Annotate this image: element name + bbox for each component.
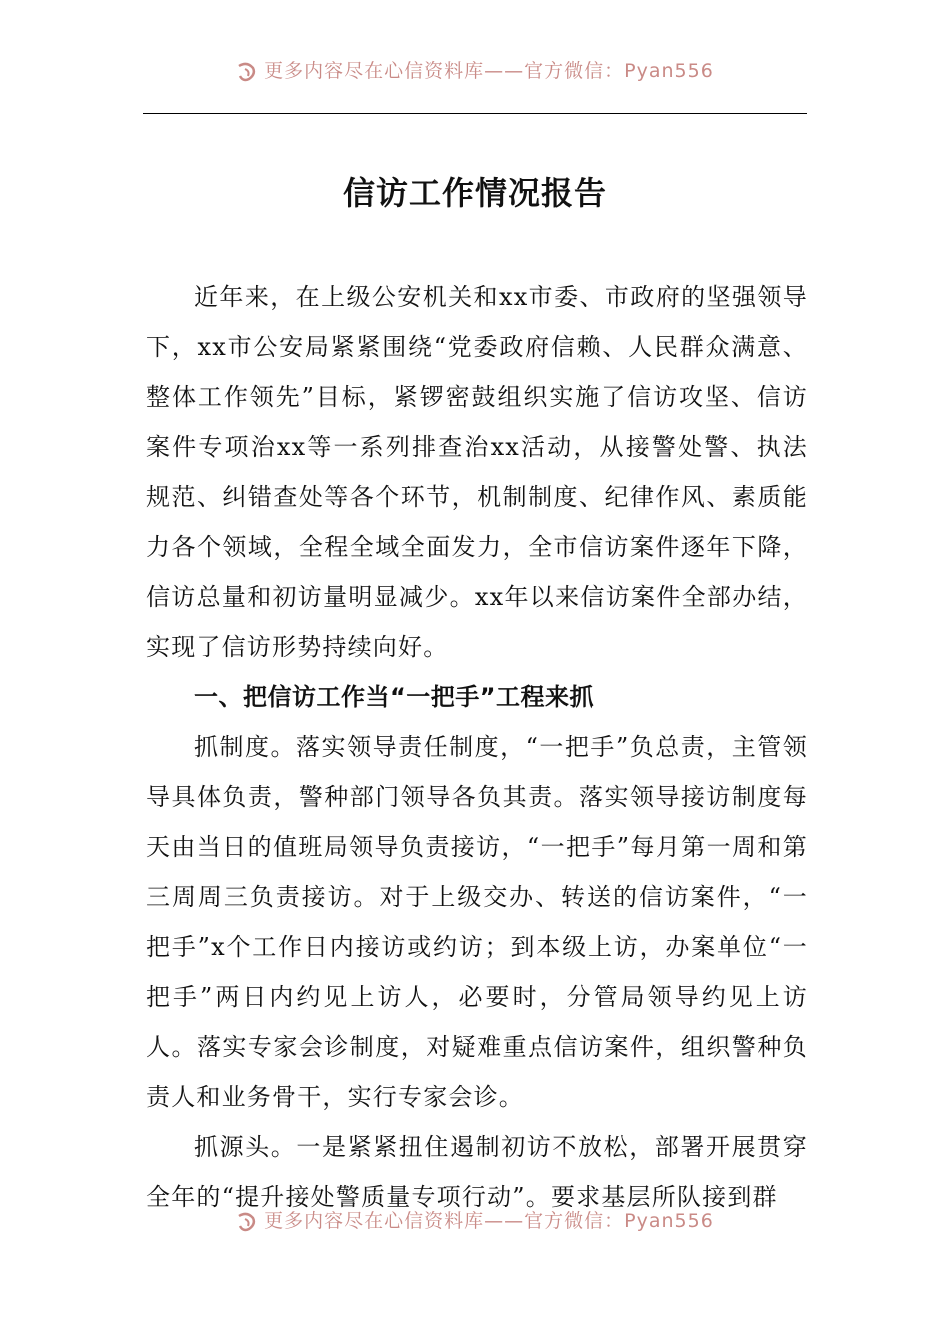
section-heading: 一、把信访工作当“一把手”工程来抓 <box>194 683 595 711</box>
watermark-logo-icon <box>236 62 258 82</box>
footer-watermark <box>0 1208 950 1234</box>
paragraph-source: 抓源头。一是紧紧扭住遏制初访不放松，部署开展贯穿全年的“提升接处警质量专项行动”。要求基层所队接到群 <box>146 1133 808 1211</box>
document-title: 信访工作情况报告 <box>342 174 607 212</box>
watermark-logo-icon <box>236 1212 258 1232</box>
intro-paragraph: 近年来，在上级公安机关和xx市委、市政府的坚强领导下，xx市公安局紧紧围绕“党委政府信赖、人民群众满意、整体工作领先”目标，紧锣密鼓组织实施了信访攻坚、信访案件专项治xx等一系列排查治xx活动，从接警处警、执法规范、纠错查处等各个环节，机制制度、纪律作风、素质能力各个领域，全程全域全面发力，全市信访案件逐年下降，信访总量和初访量明显减少。xx年以来信访案件全部办结，实现了信访形势持续向好。 <box>146 283 808 661</box>
paragraph-system: 抓制度。落实领导责任制度，“一把手”负总责，主管领导具体负责，警种部门领导各负其责。落实领导接访制度每天由当日的值班局领导负责接访，“一把手”每月第一周和第三周周三负责接访。对于上级交办、转送的信访案件，“一把手”x个工作日内接访或约访；到本级上访，办案单位“一把手”两日内约见上访人，必要时，分管局领导约见上访人。落实专家会诊制度，对疑难重点信访案件，组织警种负责人和业务骨干，实行专家会诊。 <box>146 733 808 1111</box>
watermark-text: 更多内容尽在心信资料库——官方微信：Pyan556 <box>264 60 714 82</box>
watermark-text: 更多内容尽在心信资料库——官方微信：Pyan556 <box>264 1210 714 1232</box>
header-watermark <box>0 58 950 84</box>
document-body <box>146 272 808 1222</box>
header-rule <box>143 113 807 114</box>
